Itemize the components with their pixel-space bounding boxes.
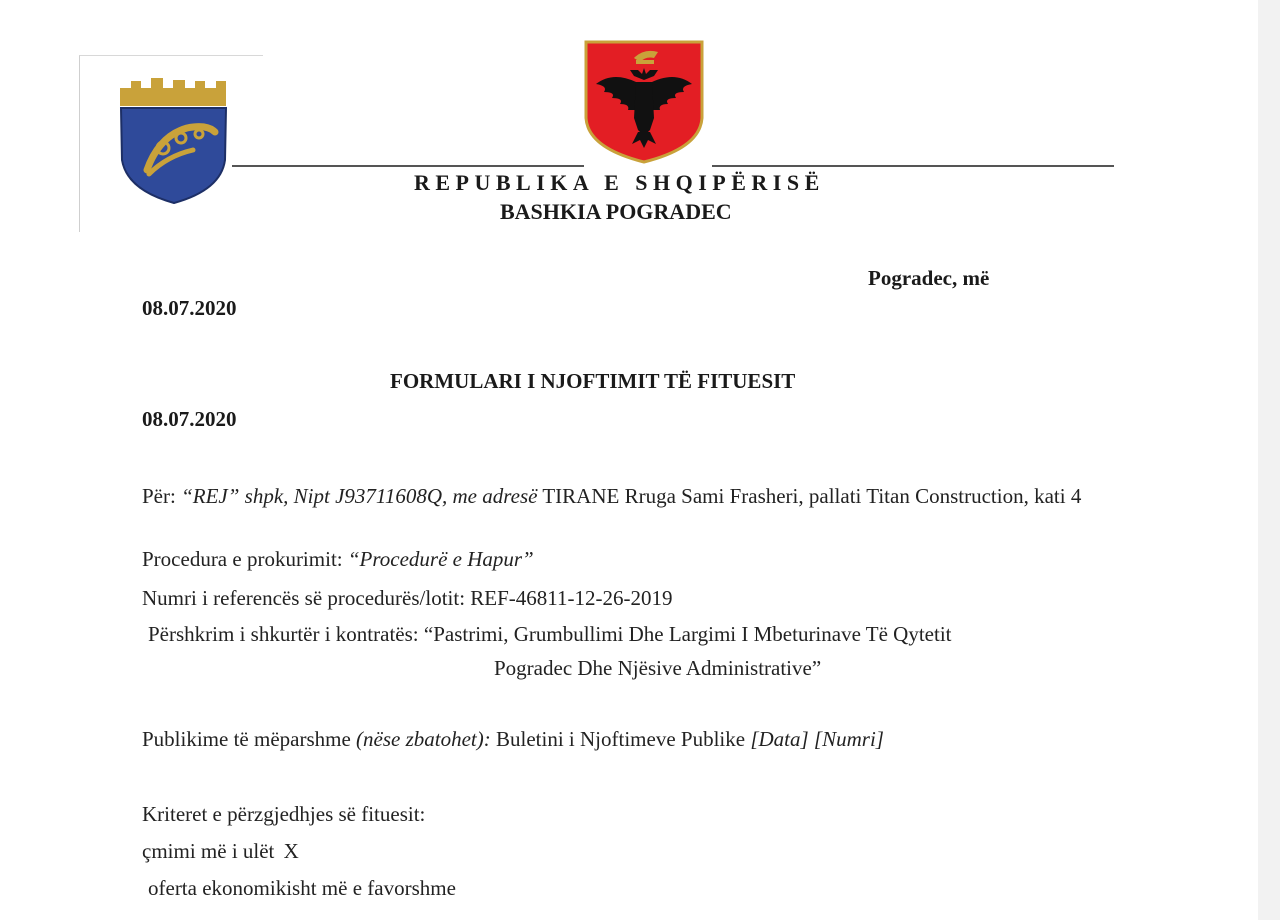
page-edge <box>1258 0 1280 920</box>
reference-label: Numri i referencës së procedurës/lotit: <box>142 586 466 610</box>
publications-placeholders: [Data] [Numri] <box>750 727 884 751</box>
date-line-1: 08.07.2020 <box>142 296 237 320</box>
recipient-details: shpk, Nipt J93711608Q, me adresë <box>244 484 538 508</box>
criteria-option-2: oferta ekonomikisht më e favorshme <box>148 876 456 900</box>
date-line-2: 08.07.2020 <box>142 407 237 431</box>
albanian-emblem-icon <box>584 40 704 164</box>
header-rule-left <box>232 165 584 167</box>
recipient-address-2: Construction, kati 4 <box>915 484 1082 508</box>
criteria-option-1-mark: X <box>283 839 299 863</box>
place-line: Pogradec, më <box>868 266 990 290</box>
recipient-paragraph <box>142 482 1122 510</box>
city-coat-of-arms-icon <box>117 78 230 206</box>
recipient-address-1: TIRANE Rruga Sami Frasheri, pallati Titan <box>542 484 910 508</box>
description-value-1: “Pastrimi, Grumbullimi Dhe Largimi I Mbeturinave Të Qytetit <box>423 622 952 646</box>
description-value-2: Pogradec Dhe Njësive Administrative” <box>494 656 822 680</box>
procedure-label: Procedura e prokurimit: <box>142 547 343 571</box>
reference-line <box>142 586 673 611</box>
description-line-1 <box>148 622 952 647</box>
criteria-option-1-text: çmimi më i ulët <box>142 839 275 863</box>
republic-heading: REPUBLIKA E SHQIPËRISË <box>414 170 825 195</box>
recipient-name: “REJ” <box>181 484 240 508</box>
publications-line <box>142 727 884 752</box>
municipality-heading: BASHKIA POGRADEC <box>500 199 732 224</box>
publications-condition: (nëse zbatohet): <box>356 727 491 751</box>
document-title: FORMULARI I NJOFTIMIT TË FITUESIT <box>390 369 796 393</box>
reference-value: REF-46811-12-26-2019 <box>470 586 673 610</box>
description-label: Përshkrim i shkurtër i kontratës: <box>148 622 419 646</box>
procedure-line <box>142 547 534 572</box>
publications-label: Publikime të mëparshme <box>142 727 351 751</box>
recipient-label: Për: <box>142 484 176 508</box>
publications-bulletin: Buletini i Njoftimeve Publike <box>496 727 746 751</box>
criteria-option-1 <box>142 839 299 864</box>
criteria-label: Kriteret e përzgjedhjes së fituesit: <box>142 802 426 826</box>
procedure-value: “Procedurë e Hapur” <box>347 547 534 571</box>
header-rule-right <box>712 165 1114 167</box>
